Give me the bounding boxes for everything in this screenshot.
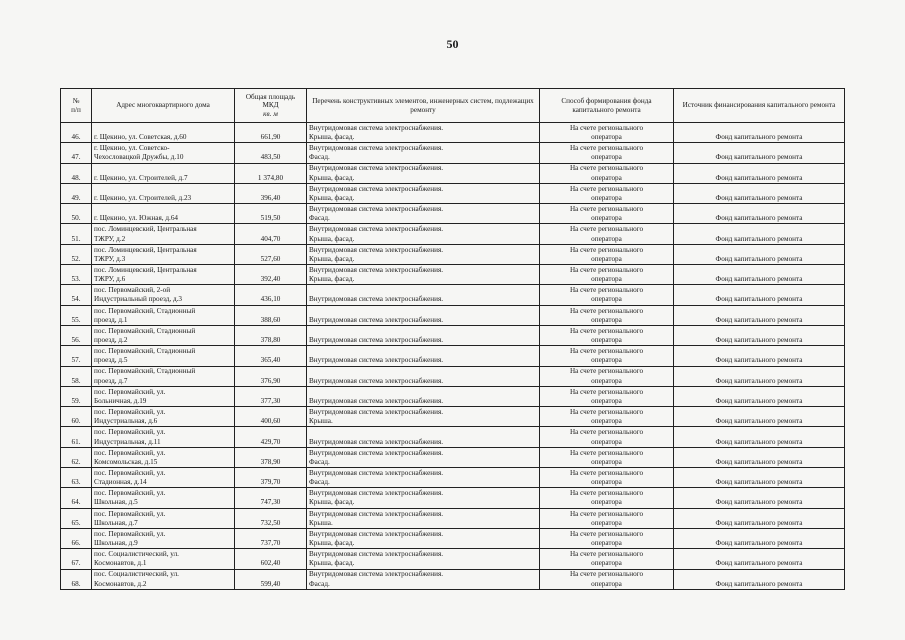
row-elements — [307, 447, 540, 467]
row-address-line: Индустриальная, д.11 — [94, 437, 161, 446]
row-elements — [307, 163, 540, 183]
row-elements-line: Крыша. — [309, 417, 333, 426]
row-area: 1 374,80 — [235, 163, 307, 183]
row-method — [540, 224, 674, 244]
row-method-line: На счете регионального — [569, 123, 644, 132]
row-elements-line: Внутридомовая система электроснабжения. — [309, 408, 444, 417]
row-source: Фонд капитального ремонта — [674, 528, 845, 548]
row-area: 429,70 — [235, 427, 307, 447]
row-method-line: На счете регионального — [569, 550, 644, 559]
row-elements-line: Внутридомовая система электроснабжения. — [309, 448, 444, 457]
row-address-line: пос. Первомайский, ул. — [94, 428, 166, 437]
row-address-line: пос. Ломинцевский, Центральная — [94, 265, 197, 274]
row-address-line: пос. Первомайский, ул. — [94, 529, 166, 538]
row-address-line: пос. Первомайский, 2-ой — [94, 286, 171, 295]
row-method-line: оператора — [591, 539, 622, 548]
row-elements-line: Внутридомовая система электроснабжения. — [309, 570, 444, 579]
row-address-line: пос. Ломинцевский, Центральная — [94, 225, 197, 234]
row-method-line: оператора — [591, 518, 622, 527]
row-method-line: оператора — [591, 559, 622, 568]
row-elements-line: Фасад. — [309, 579, 330, 588]
header-address: Адрес многоквартирного дома — [92, 89, 235, 123]
row-address-line: проезд, д.5 — [94, 356, 128, 365]
row-number: 46. — [61, 123, 92, 143]
row-method-line: На счете регионального — [569, 326, 644, 335]
row-method-line: оператора — [591, 498, 622, 507]
table-row — [61, 528, 845, 548]
row-method — [540, 183, 674, 203]
row-address-line: пос. Первомайский, ул. — [94, 468, 166, 477]
row-address — [92, 508, 235, 528]
row-method-line: На счете регионального — [569, 164, 644, 173]
table-row — [61, 427, 845, 447]
table-row — [61, 468, 845, 488]
row-source: Фонд капитального ремонта — [674, 143, 845, 163]
row-number: 55. — [61, 305, 92, 325]
row-address-line: г. Щекино, ул. Строителей, д.23 — [94, 193, 192, 202]
row-number: 65. — [61, 508, 92, 528]
row-address-line: Школьная, д.9 — [94, 539, 138, 548]
row-method — [540, 204, 674, 224]
row-elements-line: Внутридомовая система электроснабжения. — [309, 396, 444, 405]
row-method-line: На счете регионального — [569, 245, 644, 254]
row-number: 48. — [61, 163, 92, 183]
row-number: 51. — [61, 224, 92, 244]
row-source: Фонд капитального ремонта — [674, 427, 845, 447]
row-source: Фонд капитального ремонта — [674, 508, 845, 528]
table-row — [61, 204, 845, 224]
row-address-line: Космонавтов, д.1 — [94, 559, 147, 568]
row-source: Фонд капитального ремонта — [674, 224, 845, 244]
row-area: 377,30 — [235, 386, 307, 406]
row-address-line: пос. Первомайский, ул. — [94, 448, 166, 457]
row-method-line: оператора — [591, 275, 622, 284]
row-address — [92, 305, 235, 325]
row-elements — [307, 528, 540, 548]
row-address — [92, 244, 235, 264]
row-address — [92, 325, 235, 345]
row-method — [540, 488, 674, 508]
row-elements-line: Внутридомовая система электроснабжения. — [309, 509, 444, 518]
row-elements-line: Внутридомовая система электроснабжения. — [309, 245, 444, 254]
row-source: Фонд капитального ремонта — [674, 366, 845, 386]
row-area: 737,70 — [235, 528, 307, 548]
row-source: Фонд капитального ремонта — [674, 204, 845, 224]
row-address-line: ТЖРУ, д.6 — [94, 275, 126, 284]
row-elements-line: Внутридомовая система электроснабжения. — [309, 295, 444, 304]
row-address-line: Комсомольская, д.15 — [94, 457, 158, 466]
row-method-line: оператора — [591, 376, 622, 385]
row-address — [92, 549, 235, 569]
row-address-line: проезд, д.2 — [94, 336, 128, 345]
row-area: 400,60 — [235, 407, 307, 427]
row-address-line: пос. Социалистический, ул. — [94, 550, 179, 559]
table-row — [61, 244, 845, 264]
row-address-line: Чехословацкой Дружбы, д.10 — [94, 153, 184, 162]
table-row — [61, 143, 845, 163]
row-address — [92, 468, 235, 488]
row-elements-line: Фасад. — [309, 214, 330, 223]
row-elements-line: Фасад. — [309, 153, 330, 162]
row-elements — [307, 346, 540, 366]
row-method — [540, 427, 674, 447]
row-elements — [307, 204, 540, 224]
row-address-line: ТЖРУ, д.3 — [94, 254, 126, 263]
row-elements-line: Внутридомовая система электроснабжения. — [309, 489, 444, 498]
row-number: 50. — [61, 204, 92, 224]
row-method — [540, 569, 674, 589]
row-elements-line: Крыша, фасад. — [309, 275, 355, 284]
row-elements-line: Внутридомовая система электроснабжения. — [309, 123, 444, 132]
row-address-line: г. Щекино, ул. Строителей, д.7 — [94, 173, 188, 182]
row-source: Фонд капитального ремонта — [674, 488, 845, 508]
row-elements-line: Крыша, фасад. — [309, 498, 355, 507]
row-method — [540, 163, 674, 183]
row-address-line: пос. Первомайский, ул. — [94, 387, 166, 396]
row-elements-line: Внутридомовая система электроснабжения. — [309, 356, 444, 365]
row-address — [92, 569, 235, 589]
table-row — [61, 183, 845, 203]
row-elements — [307, 508, 540, 528]
row-source: Фонд капитального ремонта — [674, 163, 845, 183]
row-address — [92, 447, 235, 467]
row-elements — [307, 224, 540, 244]
row-area: 379,70 — [235, 468, 307, 488]
row-method-line: На счете регионального — [569, 347, 644, 356]
row-source: Фонд капитального ремонта — [674, 123, 845, 143]
row-number: 59. — [61, 386, 92, 406]
row-source: Фонд капитального ремонта — [674, 447, 845, 467]
table-header-row — [61, 89, 845, 123]
row-elements-line: Крыша, фасад. — [309, 234, 355, 243]
row-method — [540, 447, 674, 467]
row-method-line: На счете регионального — [569, 205, 644, 214]
row-area: 392,40 — [235, 265, 307, 285]
table-row — [61, 447, 845, 467]
row-method-line: На счете регионального — [569, 529, 644, 538]
row-source: Фонд капитального ремонта — [674, 569, 845, 589]
row-elements-line: Крыша, фасад. — [309, 133, 355, 142]
row-elements-line: Внутридомовая система электроснабжения. — [309, 529, 444, 538]
row-method — [540, 325, 674, 345]
row-method-line: На счете регионального — [569, 306, 644, 315]
row-elements-line: Внутридомовая система электроснабжения. — [309, 376, 444, 385]
row-method — [540, 366, 674, 386]
row-area: 436,10 — [235, 285, 307, 305]
row-method — [540, 508, 674, 528]
row-elements — [307, 285, 540, 305]
row-method-line: На счете регионального — [569, 448, 644, 457]
row-address-line: г. Щекино, ул. Советская, д.60 — [94, 133, 187, 142]
row-elements-line: Фасад. — [309, 457, 330, 466]
row-number: 58. — [61, 366, 92, 386]
table-row — [61, 224, 845, 244]
row-method — [540, 468, 674, 488]
row-address-line: пос. Первомайский, Стадионный — [94, 367, 196, 376]
row-elements — [307, 244, 540, 264]
header-method: Способ формирования фонда капитального ремонта — [540, 89, 674, 123]
table-row — [61, 407, 845, 427]
row-method-line: оператора — [591, 315, 622, 324]
row-elements-line: Внутридомовая система электроснабжения. — [309, 144, 444, 153]
row-source: Фонд капитального ремонта — [674, 285, 845, 305]
row-number: 63. — [61, 468, 92, 488]
table-row — [61, 265, 845, 285]
row-elements-line: Фасад. — [309, 478, 330, 487]
row-method-line: На счете регионального — [569, 408, 644, 417]
row-source: Фонд капитального ремонта — [674, 386, 845, 406]
row-method-line: оператора — [591, 214, 622, 223]
header-source: Источник финансирования капитального ремонта — [674, 89, 845, 123]
row-address — [92, 346, 235, 366]
row-method-line: На счете регионального — [569, 286, 644, 295]
row-area: 661,90 — [235, 123, 307, 143]
row-source: Фонд капитального ремонта — [674, 407, 845, 427]
row-method-line: На счете регионального — [569, 489, 644, 498]
row-elements-line: Внутридомовая система электроснабжения. — [309, 315, 444, 324]
row-method-line: На счете регионального — [569, 184, 644, 193]
row-number: 62. — [61, 447, 92, 467]
row-address — [92, 366, 235, 386]
row-method — [540, 528, 674, 548]
row-elements — [307, 549, 540, 569]
row-area: 365,40 — [235, 346, 307, 366]
row-area: 527,60 — [235, 244, 307, 264]
row-method-line: оператора — [591, 254, 622, 263]
row-elements — [307, 569, 540, 589]
table-row — [61, 123, 845, 143]
row-address — [92, 204, 235, 224]
row-method-line: оператора — [591, 153, 622, 162]
header-area-title: Общая площадь МКД — [245, 92, 296, 110]
row-number: 47. — [61, 143, 92, 163]
row-address-line: Индустриальный проезд, д.3 — [94, 295, 182, 304]
row-source: Фонд капитального ремонта — [674, 244, 845, 264]
table-row — [61, 569, 845, 589]
row-elements — [307, 325, 540, 345]
row-address — [92, 285, 235, 305]
row-elements — [307, 427, 540, 447]
row-address-line: проезд, д.7 — [94, 376, 128, 385]
row-address-line: Школьная, д.7 — [94, 518, 138, 527]
row-method-line: На счете регионального — [569, 509, 644, 518]
row-address-line: пос. Первомайский, ул. — [94, 408, 166, 417]
row-method-line: оператора — [591, 336, 622, 345]
row-method — [540, 407, 674, 427]
row-address-line: Индустриальная, д.6 — [94, 417, 158, 426]
row-method-line: На счете регионального — [569, 225, 644, 234]
row-elements — [307, 386, 540, 406]
row-number: 49. — [61, 183, 92, 203]
row-number: 66. — [61, 528, 92, 548]
row-number: 68. — [61, 569, 92, 589]
table-row — [61, 325, 845, 345]
row-address — [92, 183, 235, 203]
row-method-line: На счете регионального — [569, 428, 644, 437]
row-elements-line: Внутридомовая система электроснабжения. — [309, 336, 444, 345]
row-area: 378,90 — [235, 447, 307, 467]
row-method-line: На счете регионального — [569, 265, 644, 274]
row-address — [92, 528, 235, 548]
row-method-line: На счете регионального — [569, 570, 644, 579]
row-elements — [307, 366, 540, 386]
row-address-line: Стадионная, д.14 — [94, 478, 147, 487]
row-number: 54. — [61, 285, 92, 305]
row-elements — [307, 488, 540, 508]
row-number: 67. — [61, 549, 92, 569]
row-address — [92, 163, 235, 183]
table-row — [61, 386, 845, 406]
row-elements-line: Крыша, фасад. — [309, 539, 355, 548]
row-source: Фонд капитального ремонта — [674, 183, 845, 203]
row-elements — [307, 305, 540, 325]
row-address — [92, 123, 235, 143]
repair-table — [60, 88, 845, 590]
row-method-line: На счете регионального — [569, 144, 644, 153]
row-method-line: оператора — [591, 437, 622, 446]
row-method-line: оператора — [591, 193, 622, 202]
row-method-line: оператора — [591, 417, 622, 426]
row-elements-line: Крыша. — [309, 518, 333, 527]
row-address — [92, 265, 235, 285]
row-elements-line: Крыша, фасад. — [309, 559, 355, 568]
row-address — [92, 143, 235, 163]
row-area: 732,50 — [235, 508, 307, 528]
row-source: Фонд капитального ремонта — [674, 265, 845, 285]
row-area: 404,70 — [235, 224, 307, 244]
row-elements-line: Внутридомовая система электроснабжения. — [309, 437, 444, 446]
row-method-line: оператора — [591, 295, 622, 304]
row-number: 64. — [61, 488, 92, 508]
table-row — [61, 163, 845, 183]
row-elements-line: Крыша, фасад. — [309, 173, 355, 182]
row-elements-line: Крыша, фасад. — [309, 254, 355, 263]
row-method-line: оператора — [591, 579, 622, 588]
row-address — [92, 386, 235, 406]
row-source: Фонд капитального ремонта — [674, 305, 845, 325]
table-row — [61, 285, 845, 305]
table-row — [61, 508, 845, 528]
header-num: № п/п — [61, 89, 92, 123]
row-elements-line: Внутридомовая система электроснабжения. — [309, 265, 444, 274]
row-elements-line: Внутридомовая система электроснабжения. — [309, 468, 444, 477]
row-method — [540, 285, 674, 305]
row-address-line: Школьная, д.5 — [94, 498, 138, 507]
row-elements-line: Внутридомовая система электроснабжения. — [309, 205, 444, 214]
row-area: 378,80 — [235, 325, 307, 345]
row-number: 52. — [61, 244, 92, 264]
row-elements — [307, 265, 540, 285]
table-row — [61, 305, 845, 325]
table-row — [61, 488, 845, 508]
row-elements-line: Внутридомовая система электроснабжения. — [309, 550, 444, 559]
row-address-line: Больничная, д.19 — [94, 396, 147, 405]
row-source: Фонд капитального ремонта — [674, 325, 845, 345]
row-method-line: оператора — [591, 356, 622, 365]
row-method-line: оператора — [591, 173, 622, 182]
row-address — [92, 427, 235, 447]
table-row — [61, 346, 845, 366]
row-method-line: На счете регионального — [569, 468, 644, 477]
row-address — [92, 224, 235, 244]
row-address-line: пос. Социалистический, ул. — [94, 570, 179, 579]
row-address-line: пос. Первомайский, ул. — [94, 509, 166, 518]
row-address-line: пос. Первомайский, ул. — [94, 489, 166, 498]
row-elements — [307, 123, 540, 143]
header-area — [235, 89, 307, 123]
row-elements — [307, 407, 540, 427]
row-area: 602,40 — [235, 549, 307, 569]
row-address-line: пос. Ломинцевский, Центральная — [94, 245, 197, 254]
row-elements-line: Внутридомовая система электроснабжения. — [309, 164, 444, 173]
row-method — [540, 265, 674, 285]
row-method-line: оператора — [591, 234, 622, 243]
row-area: 483,50 — [235, 143, 307, 163]
row-number: 57. — [61, 346, 92, 366]
row-address-line: ТЖРУ, д.2 — [94, 234, 126, 243]
row-address-line: г. Щекино, ул. Советско- — [94, 144, 170, 153]
row-address-line: проезд, д.1 — [94, 315, 128, 324]
row-method — [540, 143, 674, 163]
row-number: 53. — [61, 265, 92, 285]
row-elements-line: Крыша, фасад. — [309, 193, 355, 202]
row-method — [540, 305, 674, 325]
row-elements-line: Внутридомовая система электроснабжения. — [309, 225, 444, 234]
row-address-line: пос. Первомайский, Стадионный — [94, 326, 196, 335]
row-method — [540, 549, 674, 569]
row-number: 56. — [61, 325, 92, 345]
row-source: Фонд капитального ремонта — [674, 468, 845, 488]
row-method-line: На счете регионального — [569, 367, 644, 376]
row-address — [92, 488, 235, 508]
row-method-line: оператора — [591, 133, 622, 142]
row-method-line: оператора — [591, 396, 622, 405]
row-number: 60. — [61, 407, 92, 427]
row-method — [540, 346, 674, 366]
page-number: 50 — [446, 37, 459, 51]
row-method-line: оператора — [591, 457, 622, 466]
row-area: 599,40 — [235, 569, 307, 589]
row-elements — [307, 183, 540, 203]
row-elements — [307, 468, 540, 488]
row-elements — [307, 143, 540, 163]
row-method — [540, 386, 674, 406]
row-method-line: оператора — [591, 478, 622, 487]
row-address — [92, 407, 235, 427]
row-area: 396,40 — [235, 183, 307, 203]
row-address-line: пос. Первомайский, Стадионный — [94, 306, 196, 315]
header-area-unit: кв. м — [263, 109, 278, 118]
table-row — [61, 549, 845, 569]
row-method — [540, 244, 674, 264]
row-source: Фонд капитального ремонта — [674, 549, 845, 569]
row-address-line: г. Щекино, ул. Южная, д.64 — [94, 214, 179, 223]
row-area: 747,30 — [235, 488, 307, 508]
row-address-line: Космонавтов, д.2 — [94, 579, 147, 588]
row-elements-line: Внутридомовая система электроснабжения. — [309, 184, 444, 193]
row-method-line: На счете регионального — [569, 387, 644, 396]
table-row — [61, 366, 845, 386]
row-method — [540, 123, 674, 143]
row-number: 61. — [61, 427, 92, 447]
row-area: 376,90 — [235, 366, 307, 386]
row-source: Фонд капитального ремонта — [674, 346, 845, 366]
row-area: 388,60 — [235, 305, 307, 325]
header-elements: Перечень конструктивных элементов, инженерных систем, подлежащих ремонту — [307, 89, 540, 123]
row-area: 519,50 — [235, 204, 307, 224]
row-address-line: пос. Первомайский, Стадионный — [94, 347, 196, 356]
